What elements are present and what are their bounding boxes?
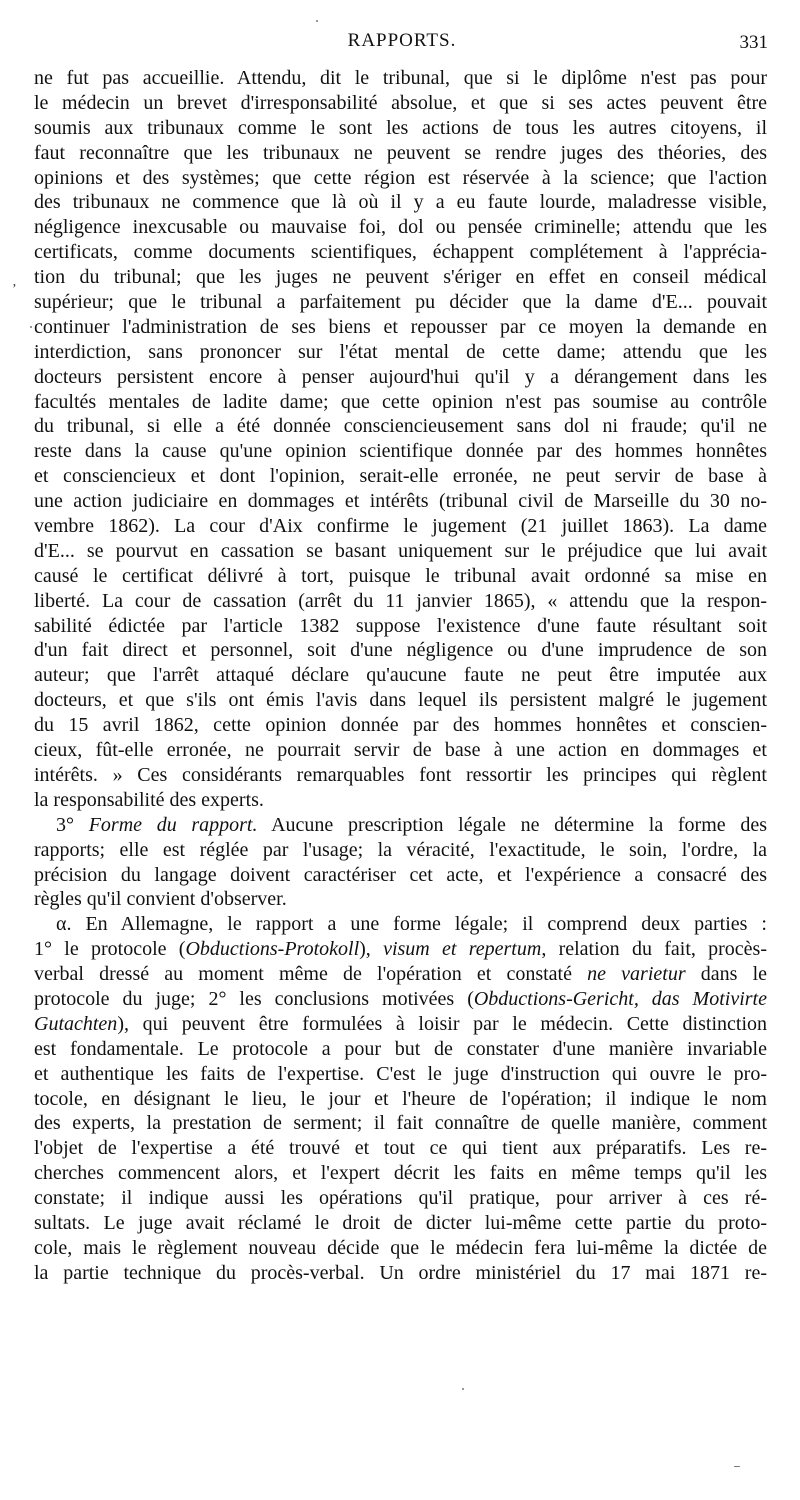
- text-line: la responsabilité des experts.: [34, 788, 264, 811]
- text-line: le médecin un brevet d'irresponsabilité absolue, et que si ses actes peuvent être: [34, 91, 767, 114]
- page-number: 331: [739, 32, 768, 53]
- italic-term: Obductions-Protokoll: [185, 938, 360, 961]
- text-run: 1° le protocole (: [34, 938, 186, 961]
- page-header: [36, 30, 768, 60]
- text-line: une action judiciaire en dommages et intérêts (tribunal civil de Marseille du 30 no-: [34, 490, 767, 513]
- text-line: sultats. Le juge avait réclamé le droit de dicter lui-même cette partie du proto-: [34, 1211, 767, 1234]
- running-head: RAPPORTS.: [347, 30, 457, 51]
- italic-term: Gutachten: [34, 1012, 118, 1035]
- text-line: [34, 937, 767, 962]
- ink-speck: [316, 20, 318, 22]
- text-line: règles qu'il convient d'observer.: [34, 888, 287, 911]
- text-line: ne fut pas accueillie. Attendu, dit le tribunal, que si le diplôme n'est pas pour: [34, 67, 767, 89]
- body-text: [34, 66, 767, 1286]
- italic-term: ne varietur: [587, 963, 686, 986]
- section-heading-line: [34, 813, 767, 838]
- ink-speck: [462, 1388, 464, 1390]
- text-line: l'objet de l'expertise a été trouvé et tout ce qui tient aux préparatifs. Les re-: [34, 1137, 767, 1160]
- text-line: cole, mais le règlement nouveau décide que le médecin fera lui-même la dictée de: [34, 1236, 767, 1259]
- text-line: tion du tribunal; que les juges ne peuvent s'ériger en effet en conseil médical: [34, 266, 767, 289]
- text-line: la partie technique du procès-verbal. Un ordre ministériel du 17 mai 1871 re-: [34, 1261, 767, 1284]
- text-line: du tribunal, si elle a été donnée consciencieusement sans dol ni fraude; qu'il ne: [34, 415, 767, 438]
- section-heading: Forme du rapport.: [88, 813, 258, 836]
- text-line: [34, 962, 767, 987]
- ink-speck: [30, 326, 32, 328]
- text-line: précision du langage doivent caractériser cet acte, et l'expérience a consacré des: [34, 863, 767, 886]
- text-line: liberté. La cour de cassation (arrêt du 11 janvier 1865), « attendu que la respon-: [34, 589, 767, 612]
- text-line: opinions et des systèmes; que cette région est réservée à la science; que l'action: [34, 166, 767, 189]
- margin-mark: ʼ: [12, 282, 17, 297]
- text-run: dans le: [685, 963, 767, 986]
- section-number: 3°: [56, 813, 74, 836]
- text-line: facultés mentales de ladite dame; que cette opinion n'est pas soumise au contrôle: [34, 390, 767, 413]
- text-line: et consciencieux et dont l'opinion, serait-elle erronée, ne peut servir de base à: [34, 465, 767, 488]
- text-line: négligence inexcusable ou mauvaise foi, dol ou pensée criminelle; attendu que les: [34, 216, 767, 239]
- text-line: des experts, la prestation de serment; il fait connaître de quelle manière, comment: [34, 1112, 767, 1135]
- text-line: soumis aux tribunaux comme le sont les actions de tous les autres citoyens, il: [34, 116, 767, 139]
- text-line: d'E... se pourvut en cassation se basant uniquement sur le préjudice que lui avait: [34, 539, 767, 562]
- text-line: reste dans la cause qu'une opinion scientifique donnée par des hommes honnêtes: [34, 440, 767, 463]
- text-line: et authentique les faits de l'expertise. C'est le juge d'instruction qui ouvre le pro-: [34, 1062, 767, 1085]
- text-run: verbal dressé au moment même de l'opération et constaté: [34, 963, 588, 986]
- text-line: continuer l'administration de ses biens et repousser par ce moyen la demande en: [34, 315, 767, 338]
- italic-term: Obductions-Gericht, das Motivirte: [473, 987, 767, 1010]
- text-line: faut reconnaître que les tribunaux ne peuvent se rendre juges des théories, des: [34, 141, 767, 164]
- text-line: tocole, en désignant le lieu, le jour et l'heure de l'opération; il indique le nom: [34, 1087, 767, 1110]
- text-line: supérieur; que le tribunal a parfaitement pu décider que la dame d'E... pouvait: [34, 291, 767, 314]
- text-line: vembre 1862). La cour d'Aix confirme le jugement (21 juillet 1863). La dame: [34, 515, 767, 538]
- text-line: interdiction, sans prononcer sur l'état mental de cette dame; attendu que les: [34, 340, 767, 363]
- section-text: Aucune prescription légale ne détermine la forme des: [271, 813, 767, 836]
- text-line: causé le certificat délivré à tort, puisque le tribunal avait ordonné sa mise en: [34, 564, 767, 587]
- text-line: α. En Allemagne, le rapport a une forme légale; il comprend deux parties :: [56, 913, 767, 936]
- text-line: [34, 987, 767, 1012]
- text-line: du 15 avril 1862, cette opinion donnée par des hommes honnêtes et conscien-: [34, 714, 767, 737]
- text-line: cieux, fût-elle erronée, ne pourrait servir de base à une action en dommages et: [34, 739, 767, 762]
- ink-speck: [734, 1466, 740, 1467]
- text-line: d'un fait direct et personnel, soit d'une négligence ou d'une imprudence de son: [34, 639, 767, 662]
- text-run: , relation du fait, procès-: [541, 938, 767, 961]
- text-line: [34, 1012, 767, 1037]
- text-line: constate; il indique aussi les opérations qu'il pratique, pour arriver à ces ré-: [34, 1187, 767, 1210]
- text-line: des tribunaux ne commence que là où il y a eu faute lourde, maladresse visible,: [34, 191, 767, 214]
- text-line: sabilité édictée par l'article 1382 suppose l'existence d'une faute résultant soit: [34, 614, 767, 637]
- text-run: protocole du juge; 2° les conclusions motivées (: [34, 987, 474, 1010]
- text-line: intérêts. » Ces considérants remarquables font ressortir les principes qui règlent: [34, 763, 767, 786]
- text-line: certificats, comme documents scientifiques, échappent complétement à l'apprécia-: [34, 241, 767, 264]
- text-line: rapports; elle est réglée par l'usage; la véracité, l'exactitude, le soin, l'ordre, la: [34, 838, 767, 861]
- text-run: ), qui peuvent être formulées à loisir par le médecin. Cette distinction: [117, 1012, 767, 1035]
- text-line: auteur; que l'arrêt attaqué déclare qu'aucune faute ne peut être imputée aux: [34, 664, 767, 687]
- italic-term: visum et repertum: [383, 938, 542, 961]
- text-line: docteurs, et que s'ils ont émis l'avis dans lequel ils persistent malgré le jugement: [34, 689, 767, 712]
- text-line: docteurs persistent encore à penser aujourd'hui qu'il y a dérangement dans les: [34, 365, 767, 388]
- text-line: est fondamentale. Le protocole a pour but de constater d'une manière invariable: [34, 1037, 767, 1060]
- text-run: ),: [359, 938, 384, 961]
- text-line: cherches commencent alors, et l'expert décrit les faits en même temps qu'il les: [34, 1162, 767, 1185]
